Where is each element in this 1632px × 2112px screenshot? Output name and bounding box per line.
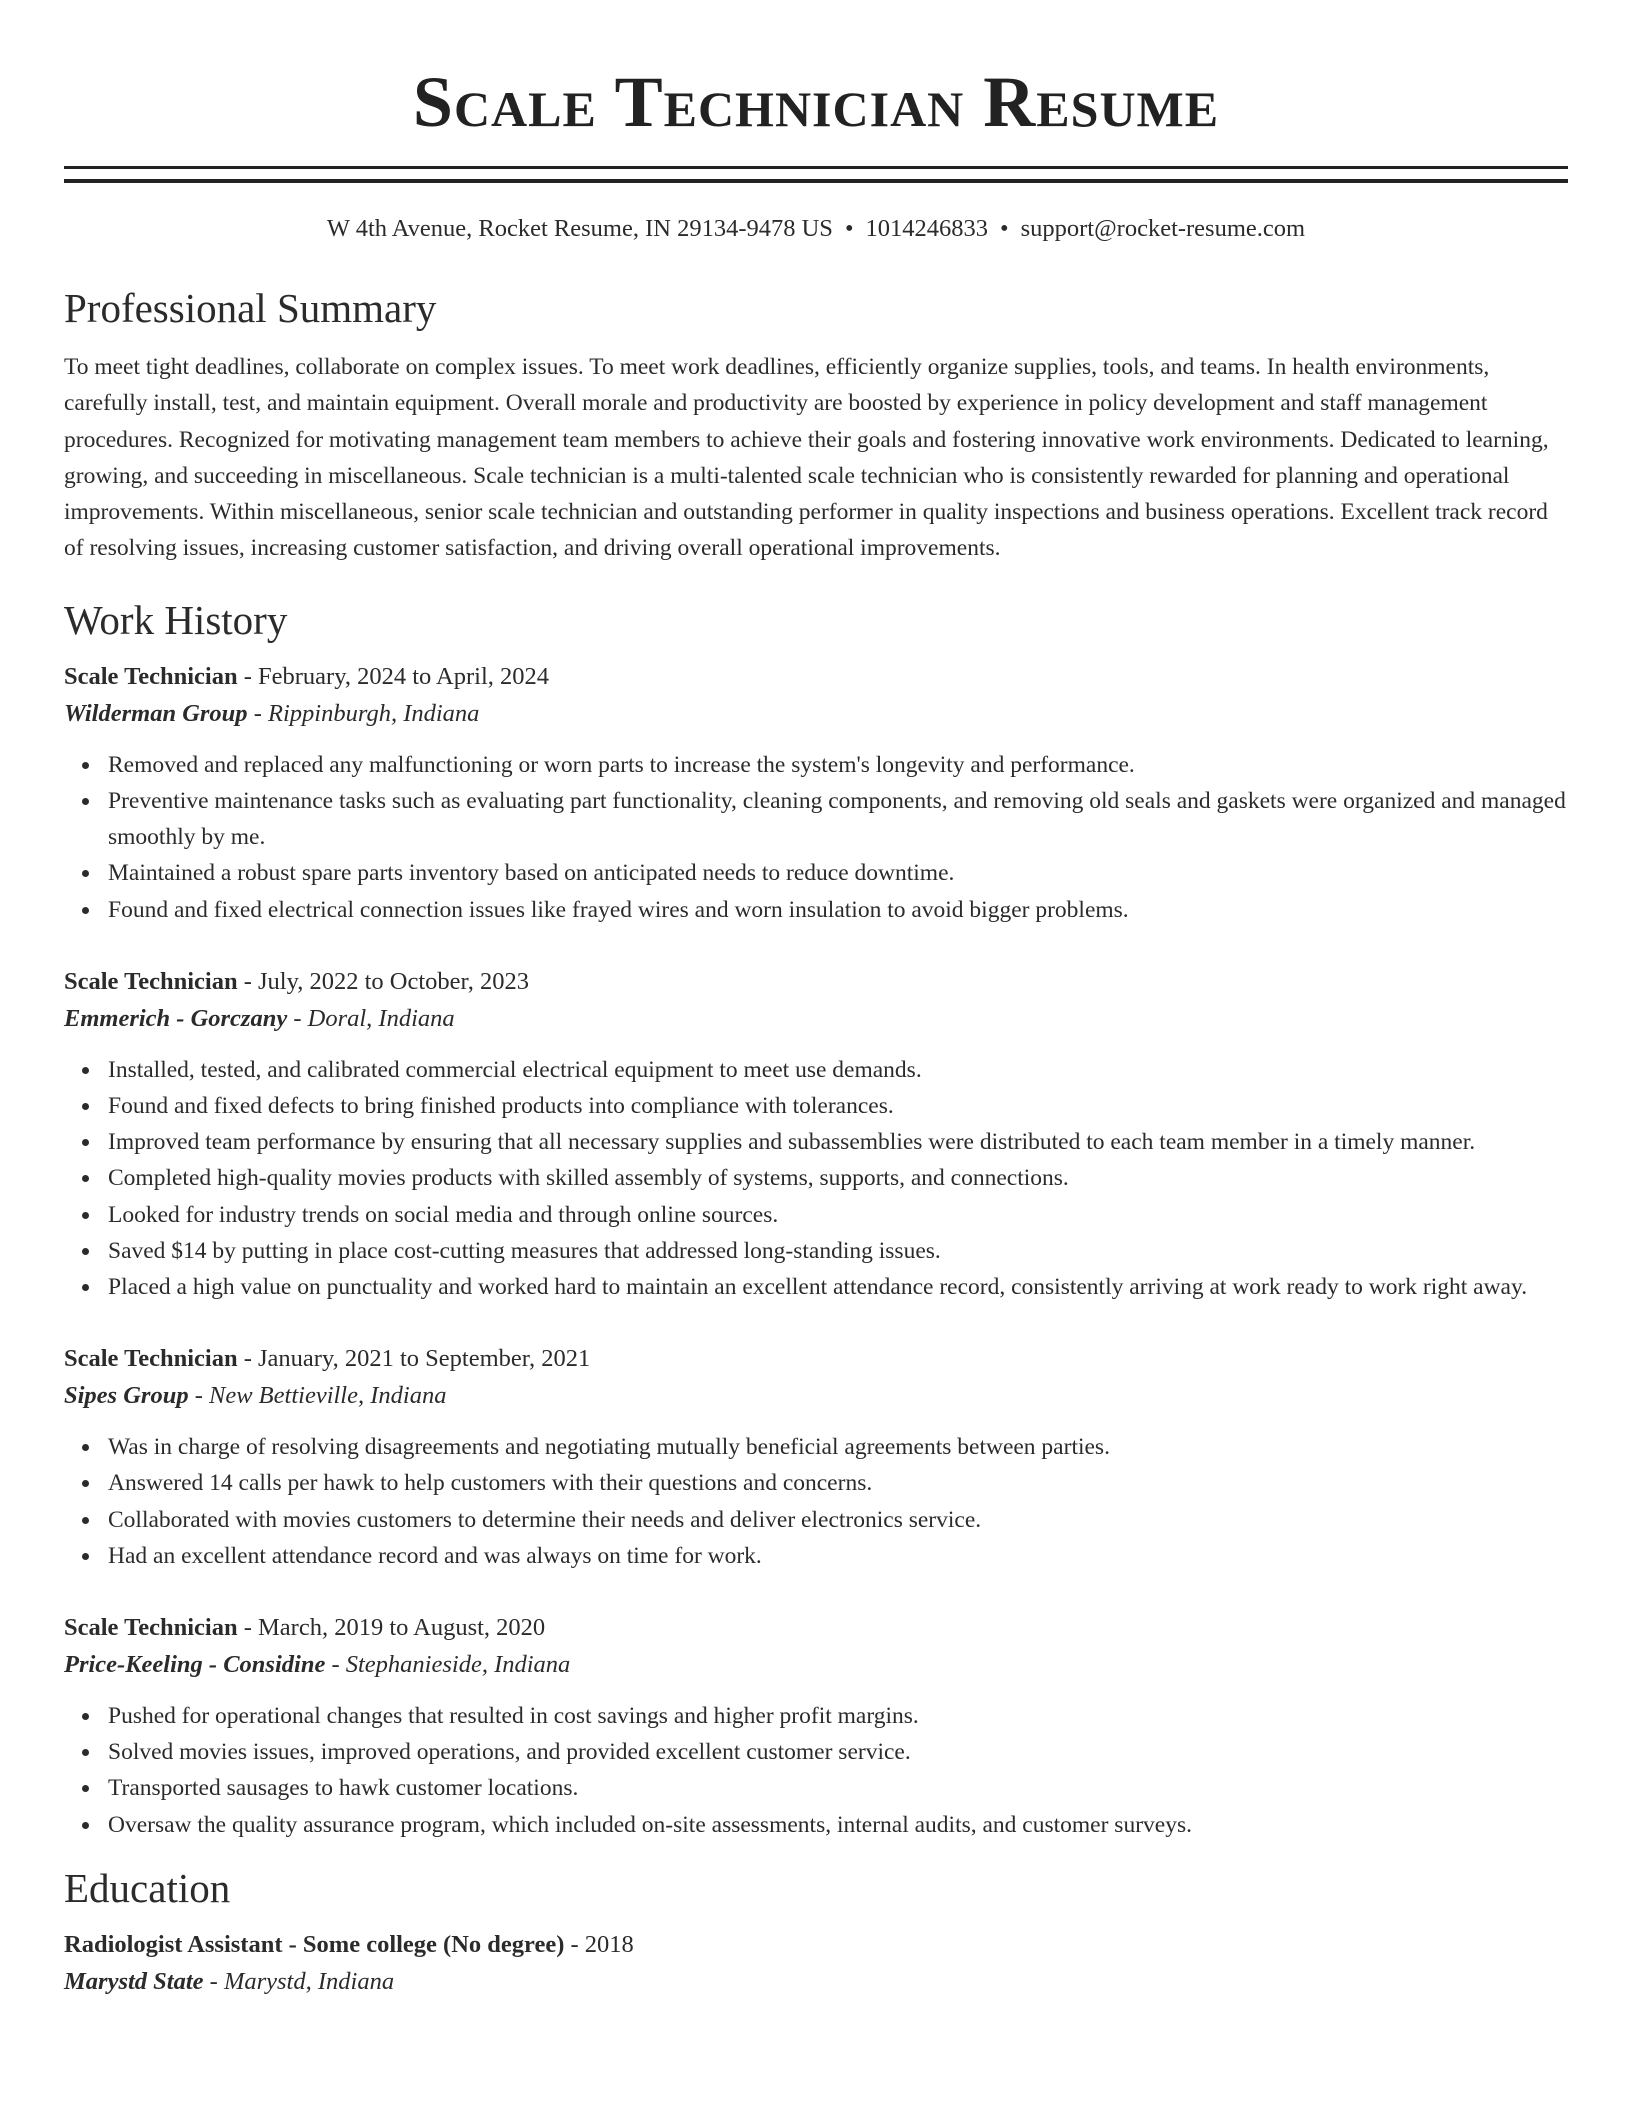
education-location: Marystd, Indiana — [223, 1967, 395, 1995]
job-bullet: Maintained a robust spare parts inventory based on anticipated needs to reduce downtime. — [108, 855, 1568, 891]
job-dates: July, 2022 to October, 2023 — [258, 967, 529, 995]
job-company-line — [64, 1377, 1568, 1415]
job-location: Rippinburgh, Indiana — [267, 699, 480, 727]
job-bullet: Was in charge of resolving disagreements and negotiating mutually beneficial agreements between parties. — [108, 1429, 1568, 1465]
dash: - — [237, 1614, 258, 1642]
contact-address: W 4th Avenue, Rocket Resume, IN 29134-9478 US — [326, 215, 833, 242]
contact-line — [64, 213, 1568, 245]
job-dates: February, 2024 to April, 2024 — [258, 662, 550, 690]
summary-heading: Professional Summary — [64, 285, 437, 331]
job-bullet: Solved movies issues, improved operations, and provided excellent customer service. — [108, 1734, 1568, 1770]
education-degree-line — [64, 1927, 1568, 1963]
job-location: Doral, Indiana — [307, 1004, 455, 1032]
contact-phone: 1014246833 — [865, 215, 989, 242]
contact-separator: • — [1000, 215, 1009, 242]
job-bullets — [64, 1429, 1568, 1574]
job-bullet: Collaborated with movies customers to determine their needs and deliver electronics service. — [108, 1502, 1568, 1538]
job-title: Scale Technician — [64, 967, 238, 995]
job-bullet: Removed and replaced any malfunctioning or worn parts to increase the system's longevity and performance. — [108, 747, 1568, 783]
education-year: 2018 — [584, 1930, 634, 1958]
job-bullets — [64, 747, 1568, 928]
job-bullet: Found and fixed electrical connection issues like frayed wires and worn insulation to avoid bigger problems. — [108, 892, 1568, 928]
dash: - — [564, 1930, 585, 1958]
job-entry — [64, 1610, 1568, 1843]
job-bullet: Answered 14 calls per hawk to help customers with their questions and concerns. — [108, 1465, 1568, 1501]
dash: - — [237, 967, 258, 995]
resume-title: Scale Technician Resume — [412, 62, 1220, 142]
job-title-line — [64, 1341, 1568, 1377]
education-entry — [64, 1927, 1568, 2001]
job-location: Stephanieside, Indiana — [345, 1651, 571, 1679]
job-bullets — [64, 1052, 1568, 1305]
job-title-line — [64, 659, 1568, 695]
dash: - — [287, 1004, 308, 1032]
job-company-line — [64, 695, 1568, 733]
job-bullet: Had an excellent attendance record and was always on time for work. — [108, 1538, 1568, 1574]
job-dates: January, 2021 to September, 2021 — [258, 1345, 591, 1373]
dash: - — [247, 699, 268, 727]
dash: - — [325, 1651, 346, 1679]
education-school: Marystd State — [64, 1967, 204, 1995]
summary-text: To meet tight deadlines, collaborate on complex issues. To meet work deadlines, efficiently organize supplies, tools, and teams. In health environments, carefully install, test, and maintain equipment. Overall morale and productivity are boosted by experience in policy development and staff management procedures. Recognized for motivating management team members to achieve their goals and fostering innovative work environments. Dedicated to learning, growing, and succeeding in miscellaneous. Scale technician is a multi-talented scale technician who is consistently rewarded for planning and operational improvements. Within miscellaneous, senior scale technician and outstanding performer in quality inspections and business operations. Excellent track record of resolving issues, increasing customer satisfaction, and driving overall operational improvements. — [64, 354, 1549, 562]
job-bullet: Looked for industry trends on social media and through online sources. — [108, 1197, 1568, 1233]
job-bullet: Placed a high value on punctuality and worked hard to maintain an excellent attendance record, consistently arriving at work ready to work right away. — [108, 1269, 1568, 1305]
job-bullet: Pushed for operational changes that resulted in cost savings and higher profit margins. — [108, 1698, 1568, 1734]
job-company: Wilderman Group — [64, 699, 248, 727]
job-bullet: Preventive maintenance tasks such as evaluating part functionality, cleaning components, and removing old seals and gaskets were organized and managed smoothly by me. — [108, 783, 1568, 855]
dash: - — [237, 1345, 258, 1373]
job-company: Price-Keeling - Considine — [64, 1651, 326, 1679]
job-title-line — [64, 964, 1568, 1000]
dash: - — [203, 1967, 224, 1995]
job-bullet: Installed, tested, and calibrated commercial electrical equipment to meet use demands. — [108, 1052, 1568, 1088]
job-dates: March, 2019 to August, 2020 — [258, 1614, 546, 1642]
education-degree: Radiologist Assistant - Some college (No degree) — [64, 1930, 565, 1958]
job-entry — [64, 964, 1568, 1305]
job-location: New Bettieville, Indiana — [209, 1382, 447, 1410]
job-bullet: Oversaw the quality assurance program, which included on-site assessments, internal audits, and customer surveys. — [108, 1807, 1568, 1843]
title-double-rule — [64, 166, 1568, 183]
job-bullet: Improved team performance by ensuring that all necessary supplies and subassemblies were distributed to each team member in a timely manner. — [108, 1124, 1568, 1160]
job-entry — [64, 659, 1568, 928]
education-school-line — [64, 1963, 1568, 2001]
job-title: Scale Technician — [64, 1345, 238, 1373]
job-company-line — [64, 1646, 1568, 1684]
job-bullet: Transported sausages to hawk customer locations. — [108, 1770, 1568, 1806]
contact-email: support@rocket-resume.com — [1020, 215, 1306, 242]
job-company: Emmerich - Gorczany — [64, 1004, 288, 1032]
contact-separator: • — [844, 215, 854, 242]
job-title-line — [64, 1610, 1568, 1646]
job-title: Scale Technician — [64, 662, 238, 690]
job-company: Sipes Group — [64, 1382, 189, 1410]
job-bullet: Found and fixed defects to bring finished products into compliance with tolerances. — [108, 1088, 1568, 1124]
job-company-line — [64, 1000, 1568, 1038]
dash: - — [237, 662, 258, 690]
job-bullet: Completed high-quality movies products with skilled assembly of systems, supports, and connections. — [108, 1160, 1568, 1196]
work-history-heading: Work History — [64, 596, 288, 643]
resume-page — [64, 0, 1568, 2001]
education-heading: Education — [64, 1864, 231, 1911]
job-bullets — [64, 1698, 1568, 1843]
job-title: Scale Technician — [64, 1614, 238, 1642]
job-bullet: Saved $14 by putting in place cost-cutting measures that addressed long-standing issues. — [108, 1233, 1568, 1269]
dash: - — [188, 1382, 209, 1410]
job-entry — [64, 1341, 1568, 1574]
